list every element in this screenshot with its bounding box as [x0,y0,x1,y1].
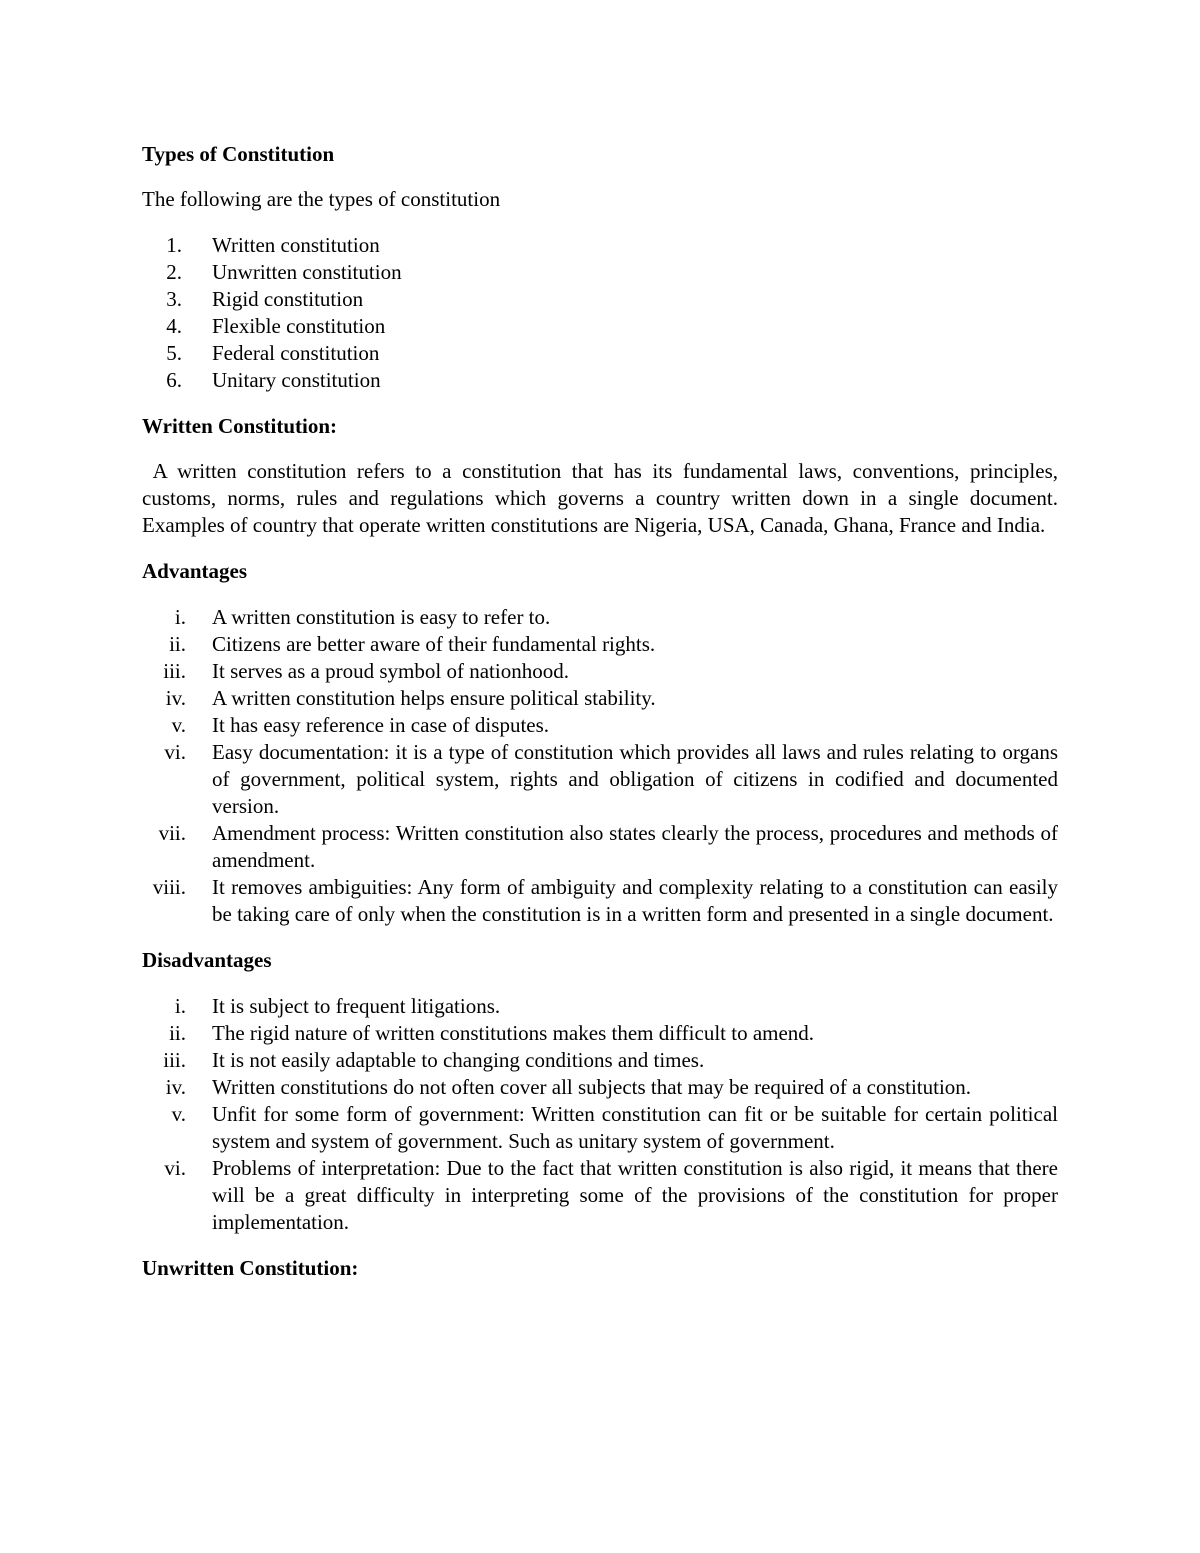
list-number: i. [174,994,186,1018]
list-number: 6. [166,368,182,392]
list-number: ii. [169,1021,186,1045]
list-number: iii. [163,659,186,683]
types-intro: The following are the types of constitution [142,187,501,211]
list-text: Federal constitution [212,341,380,365]
list-item [142,313,1058,340]
list-item [142,286,1058,313]
advantages-heading: Advantages [142,559,248,583]
list-item [142,340,1058,367]
list-item [142,820,1058,874]
list-text: A written constitution helps ensure political stability. [212,686,656,710]
types-list [142,232,1058,394]
list-number: 5. [166,341,182,365]
advantages-list [142,604,1058,928]
written-paragraph [142,458,1058,539]
list-item [142,874,1058,928]
list-text: The rigid nature of written constitutions makes them difficult to amend. [212,1021,815,1045]
list-item [142,232,1058,259]
list-number: ii. [169,632,186,656]
list-text: It has easy reference in case of disputes. [212,713,550,737]
list-item [142,631,1058,658]
list-text: Written constitution [212,233,380,257]
list-text: Amendment process: Written constitution also states clearly the process, procedures and methods of amendment. [212,821,1058,872]
list-text: Unitary constitution [212,368,381,392]
list-text: Written constitutions do not often cover all subjects that may be required of a constitution. [212,1075,972,1099]
list-text: Unfit for some form of government: Written constitution can fit or be suitable for certain political system and system of government. Such as unitary system of government. [212,1102,1058,1153]
list-text: Problems of interpretation: Due to the fact that written constitution is also rigid, it means that there will be a great difficulty in interpreting some of the provisions of the constitution for proper implementation. [212,1156,1058,1234]
list-text: It removes ambiguities: Any form of ambiguity and complexity relating to a constitution can easily be taking care of only when the constitution is in a written form and presented in a single document. [212,875,1058,926]
list-item [142,1020,1058,1047]
list-text: Rigid constitution [212,287,364,311]
unwritten-heading: Unwritten Constitution: [142,1256,359,1280]
list-number: vi. [164,1156,186,1180]
list-text: Easy documentation: it is a type of constitution which provides all laws and rules relating to organs of government, political system, rights and obligation of citizens in codified and documented version. [212,740,1058,818]
list-number: iv. [165,686,186,710]
list-number: iii. [163,1048,186,1072]
written-heading: Written Constitution: [142,414,338,438]
list-text: It is subject to frequent litigations. [212,994,501,1018]
list-number: 1. [166,233,182,257]
list-item [142,1047,1058,1074]
list-item [142,739,1058,820]
list-item [142,658,1058,685]
types-heading: Types of Constitution [142,142,335,166]
list-item [142,712,1058,739]
list-number: v. [171,713,186,737]
list-text: Citizens are better aware of their fundamental rights. [212,632,656,656]
list-number: 3. [166,287,182,311]
list-number: 2. [166,260,182,284]
list-text: Flexible constitution [212,314,386,338]
list-item [142,259,1058,286]
list-item [142,1101,1058,1155]
list-item [142,604,1058,631]
disadvantages-heading: Disadvantages [142,948,272,972]
written-paragraph-text: A written constitution refers to a constitution that has its fundamental laws, conventions, principles, customs, norms, rules and regulations which governs a country written down in a single document. Examples of country that operate written constitutions are Nigeria, USA, Canada, Ghana, France and India. [142,459,1059,537]
list-text: A written constitution is easy to refer to. [212,605,551,629]
list-number: vi. [164,740,186,764]
list-number: 4. [166,314,182,338]
list-number: iv. [165,1075,186,1099]
list-item [142,685,1058,712]
list-item [142,993,1058,1020]
list-item [142,1155,1058,1236]
document-page [142,141,1058,1282]
list-text: It serves as a proud symbol of nationhood. [212,659,569,683]
disadvantages-list [142,993,1058,1236]
list-number: viii. [152,875,186,899]
list-text: It is not easily adaptable to changing conditions and times. [212,1048,705,1072]
list-item [142,367,1058,394]
list-number: v. [171,1102,186,1126]
list-number: vii. [158,821,186,845]
list-item [142,1074,1058,1101]
list-text: Unwritten constitution [212,260,402,284]
list-number: i. [174,605,186,629]
